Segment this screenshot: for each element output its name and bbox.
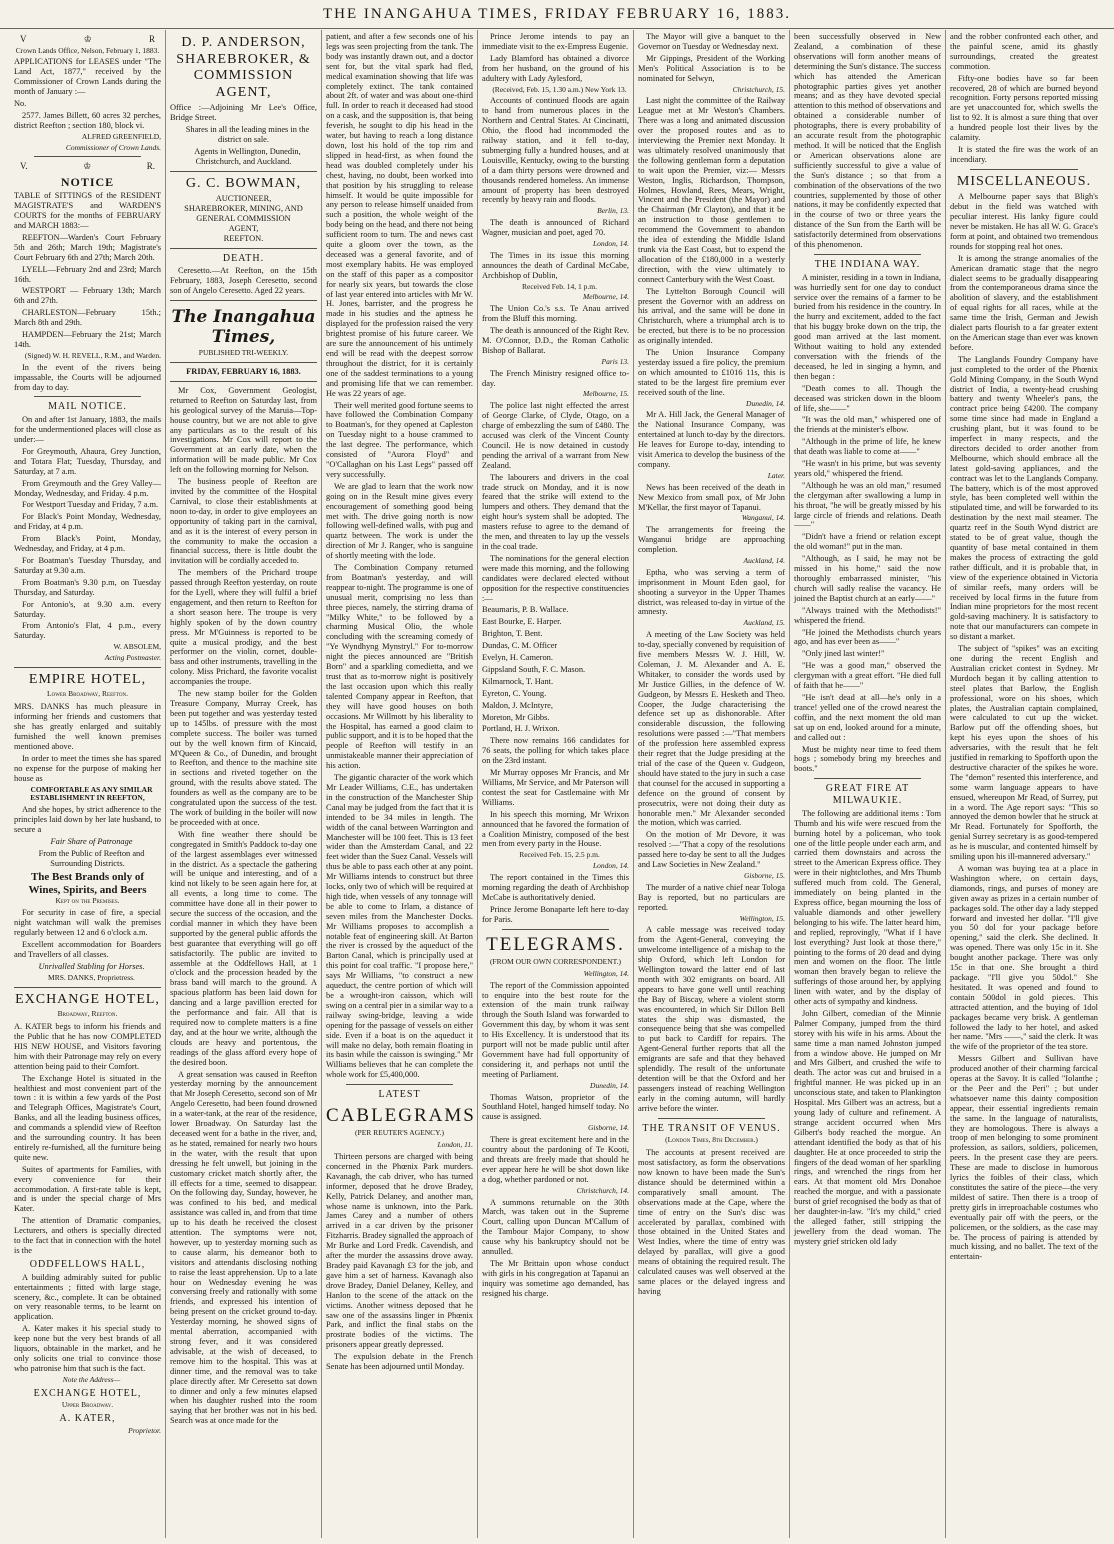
divider bbox=[34, 396, 141, 397]
royal-seal bbox=[20, 34, 155, 45]
candidate-line: Moreton, Mr Gibbs. bbox=[482, 712, 550, 722]
divider bbox=[346, 1084, 453, 1085]
telegram-paragraph: News has been received of the death in New Mexico from small pox, of Mr John M'Kellar, the first mayor of Tapanui. bbox=[638, 482, 785, 512]
anderson-agents: Agents in Wellington, Dunedin, Christchurch, and Auckland. bbox=[194, 146, 301, 166]
received-line: Received Feb. 14, 1 p.m. bbox=[522, 281, 597, 291]
cable-paragraph: The death is announced of Richard Wagner, musician and poet, aged 70. bbox=[482, 218, 629, 238]
brands-text: For security in case of fire, a special night watchman will walk the premises regularly between 12 and 6 o'clock a.m. bbox=[14, 908, 161, 938]
stabling: Unrivalled Stabling for Horses. bbox=[38, 961, 145, 971]
editorial-paragraph: With fine weather there should be congregated in Smith's Paddock to-day one of the largest assemblages ever witnessed in the district. As a spectacle the gathering will be unique and interesting, and of a kind not likely to be seen again here for, at all events, a long time to come. The committee have done all in their power to secure the success of the occasion, and the cordial manner in which they have been supported by the general public affords the best guarantee that everything will go off satisfactorily. The public are invited to assemble at the Oddfellows Hall, at 1 o'clock and the procession headed by the brass band will march to the ground. A spacious platform has been laid down for dancing and a large pavillion erected for the performance and fair. All that is required now to complete matters is a fine day, and at the hour we write, although the clouds are heavy and portentous, the readings of the glass afford every hope of the desired boon. bbox=[170, 829, 317, 1067]
sitting-entry: WESTPORT — February 13th; March 6th and 27th. bbox=[14, 286, 161, 306]
divider bbox=[170, 381, 317, 382]
telegram-paragraph: Last night the committee of the Railway League met at Mr Weston's Chambers. There was a long and animated discussion over the proposed routes and as to interviewing the Premier next Monday. It was ultimately resolved unanimously that the following gentleman form a deputation to wait upon the Premier, viz:— Messrs Weston, Inglis, Richardson, Thompson, Holmes, Howland, Rees, Mears, Wright, Vincent and the President (the Mayor) and the Chairman (Mr Clayton), and that it be an instruction to those gentlemen to recommend the Government to abandon the idea of extending the Middle Island trunk via the East Coast, but to expend the allocation of the £180,000 in a westerly direction, with the view ultimately to connect Canterbury with the West Coast. bbox=[638, 96, 785, 284]
cable-paragraph: The Union Co.'s s.s. Te Anau arrived from the Bluff this morning. bbox=[482, 304, 629, 324]
telegram-paragraph: A meeting of the Law Society was held to-day, specially convened by requisition of five members Messrs W. J. Hill, W. Coleman, J. M. Alexander and A. E. Whitaker, to consider the words used by Mr Justice Gillies, in the defence of W. Gudgeon, by Messrs E. Hesketh and Theo. Cooper, the Judge characterising the defence set up as dishonorable. After considerable discussion, the following resolutions were passed :—"That members of the profession here assembled express their regret that the Judge presiding at the trial of the case of the Queen v. Gudgeon, should have stated to the jury in such a case that counsel for the accused in supporting a defence on the ground of consent by prosecutrix, were not doing their duty as honorable men." Mr Alexander seconded the motion, which was carried. bbox=[638, 630, 785, 828]
story-paragraph: "Death comes to all. Though the deceased was stricken down in the bloom of life, she——" bbox=[794, 383, 941, 413]
telegrams-sub: (FROM OUR OWN CORRESPONDENT.) bbox=[489, 956, 622, 966]
dateline: Berlin, 13. bbox=[597, 206, 629, 216]
editorial-paragraph: The business people of Reefton are invited by the committee of the Hospital Carnival, to close their establishments at noon to-day, in order to give employees an opportunity of taking part in the carnival, and as it is the interest of every person in the community to make the occasion a financial success, there is little doubt the invitation will be cordially acceded to. bbox=[170, 477, 317, 566]
transit-heading: THE TRANSIT OF VENUS. bbox=[642, 1122, 781, 1134]
paper-date: FRIDAY, FEBRUARY 16, 1883. bbox=[186, 367, 301, 376]
hotel-text: From the Public of Reefton and Surrounding Districts. bbox=[38, 848, 145, 868]
cable-paragraph: Accounts of continued floods are again to hand from numerous places in the Northern and Central States. At Cincinatti, Ohio, the flood had incommoded the railway station, and it fell to-day, submerging fully a hundred houses, and at Louisville, Kentucky, owing to the bursting of a dam thirty persons were drowned and thousands rendered homeless. An immense amount of property has been destroyed recently by heavy rain and floods. bbox=[482, 96, 629, 205]
cable-paragraph: Prince Jerome intends to pay an immediate visit to the ex-Empress Eugenie. bbox=[482, 32, 629, 51]
telegrams-heading: TELEGRAMS. bbox=[486, 933, 625, 955]
cable-paragraph: The expulsion debate in the French Senate has been adjourned until Monday. bbox=[326, 1352, 473, 1372]
cable-paragraph: Lady Blamford has obtained a divorce from her husband, on the ground of his adultery with Lady Aylesford, bbox=[482, 53, 629, 83]
dateline: Later. bbox=[767, 470, 785, 480]
misc-paragraph: It is among the strange anomalies of the American dramatic stage that the negro dialect seems to be gradually disappearing from the contemporaneous drama since the abolition of slavery, and the establishment of equal rights for all races, while at the same time the Irish, German and Jewish dialect parts flourish to a far greater extent on the American stage than ever was known before. bbox=[950, 253, 1098, 352]
telegram-paragraph: The murder of a native chief near Tologa Bay is reported, but no particulars are reported. bbox=[638, 882, 785, 912]
signature-title: Commissioner of Crown Lands. bbox=[65, 142, 161, 152]
transit-sub: (London Times, 8th December.) bbox=[665, 1135, 758, 1145]
leases-entry: 2577. James Billett, 60 acres 32 perches, district Reefton ; section 180, block vi. bbox=[14, 110, 161, 130]
fire-paragraph: John Gilbert, comedian of the Minnie Palmer Company, jumped from the third storey with his wife in his arms. About the same time a man named Johnston jumped from a window above. He jumped on Mr and Mrs Gilbert, and crushed the wife to death. The actor was cut and bruised in a frightful manner. He was picked up in an unconscious state, and taken to Plankington Hospital. Mrs Gilbert was an actress, but a young lady of culture and refinement. A strange accident occurred when Mrs Gilbert's body reached the morgue. An attendant identified the body as that of his daughter. He at once proceeded to strip the fingers of the dead woman of her sparkling rings, and wrenched the rings from her ears. At that moment old Mrs Donahoe reached the morgue, and with a passionate burst of grief recognised the body as that of her daughter-in-law. "It's my child," cried the alleged father, still stripping the jewellery from the dead woman. The mystery grief stricken old lady bbox=[794, 1008, 941, 1246]
indiana-heading: THE INDIANA WAY. bbox=[814, 258, 921, 270]
signed-line: (Signed) W. H. REVELL, R.M., and Warden. bbox=[24, 350, 161, 360]
candidate-line: Beaumaris, P. B. Wallace. bbox=[482, 605, 569, 615]
exchange-hotel-heading: EXCHANGE HOTEL, bbox=[15, 991, 160, 1007]
mail-entry: From Black's Point, Monday, Wednesday, and Friday, at 4 p.m. bbox=[14, 534, 161, 554]
telegram-paragraph: The Union Insurance Company yesterday issued a fire policy, the premium on which amounted to £1016 11s, this is stated to be the largest fire premium ever received south of the line. bbox=[638, 348, 785, 397]
fire-paragraph: and the robber confronted each other, and the painful scene, amid its ghastly surroundings, created the greatest commotion. bbox=[950, 32, 1098, 71]
telegram-paragraph: The Lyttelton Borough Council will present the Governor with an address on his arrival, and the same will be done in Christchurch, where a triumphal arch is to be erected, but there is to be no procession as originally intended. bbox=[638, 286, 785, 346]
story-paragraph: "It was the old man," whispered one of the friends at the minister's elbow. bbox=[794, 415, 941, 435]
telegram-paragraph: Mr A. Hill Jack, the General Manager of the National Insurance Company, was entertained at lunch to-day by the directors. He leaves for Europe to-day, intending to visit America to develop the business of the company. bbox=[638, 410, 785, 469]
seal-left: V bbox=[20, 34, 27, 44]
telegram-paragraph: A cable message was received today from the Agent-General, conveying the unwelcome intelligence of a mishap to the ship Oxford, which left London for Wellington toward the latter end of last month with 302 emigrants on board. All appears to have gone well until reaching the Bay of Biscay, where a violent storm was encountered, in which Sir Dillon Bell states the ship was dismasted, the consequence being that she was compelled to put back to Cardiff for repairs. The Agent-General further reports that all the emigrants are safe and that they behaved splendidly. The result of the unfortunate detention will be that the Oxford and her passengers instead of reaching Wellington early in the coming autumn, will hardly arrive before the winter. bbox=[638, 925, 785, 1113]
proprietress: MRS. DANKS, Proprietress. bbox=[48, 972, 135, 982]
cable-paragraph: Mr Murray opposes Mr Francis, and Mr Williams, Mr Service, and Mr Paterson will contest the seat for Castlemaine with Mr Williams. bbox=[482, 768, 629, 807]
cable-paragraph: The labourers and drivers in the coal trade struck on Monday, and it is now feared that the strike will extend to the lumpers and others. They demand that the eight hour's system shall be adopted. The masters refuse to agree to the demand of the men, and threaten to lay up the vessels in the coal trade. bbox=[482, 472, 629, 551]
fire-paragraph: The following are additional items : Tom Thumb and his wife were rescued from the burning hotel by a policeman, who took one of the little people under each arm, and carried them downstairs and across the street to the American Express office. They were in their nightclothes, and Mrs Thumb suffered much from cold. The General, immediately on being planted in the Express office, began mourning the loss of valuable diamonds and other jewellery belonging to his wife. The latter heard him, and replied, reprovingly, "What if I have lost everything? Just look at those there," pointing to the forms of 20 dead and dying men and women on the floor. The little woman then bravely began to relieve the sufferings of those around her, by applying linen with water, and by the display of other acts of sympathy and kindness. bbox=[794, 808, 941, 1007]
received-line: Received Feb. 15, 2.5 p.m. bbox=[519, 850, 600, 860]
postmaster-title: Acting Postmaster. bbox=[104, 653, 161, 663]
dateline: Wanganui, 14. bbox=[741, 513, 785, 523]
cable-paragraph: The Times in its issue this morning announces the death of Cardinal McCabe, Archbishop of Dublin, bbox=[482, 250, 629, 280]
divider bbox=[14, 667, 161, 668]
article-paragraph: We are glad to learn that the work now going on in the Result mine gives every encouragement of something good being met with. The drive going north is now following well-defined walls, with pug and quartz between. The work is under the direction of Mr J. Ranger, who is sanguine of shortly meeting with the lode. bbox=[326, 481, 473, 561]
mail-entry: For Boatman's Tuesday Thursday, and Saturday at 9.30 a.m. bbox=[14, 555, 161, 575]
anderson-office: Office :—Adjoining Mr Lee's Office, Bridge Street. bbox=[170, 103, 317, 122]
dateline: Paris 13. bbox=[601, 356, 629, 366]
paper-subtitle: PUBLISHED TRI-WEEKLY. bbox=[198, 348, 289, 358]
oddfellows-hall: ODDFELLOWS HALL, bbox=[29, 1258, 146, 1270]
dateline: Dunedin, 14. bbox=[590, 1080, 629, 1090]
column-4 bbox=[478, 30, 634, 1538]
story-paragraph: "He isn't dead at all—he's only in a trance! yelled one of the crowd nearest the coffin, and the next moment the old man sat up on end, looked around for a minute, and called out : bbox=[794, 692, 941, 742]
empire-hotel-heading: EMPIRE HOTEL, bbox=[28, 671, 147, 687]
divider bbox=[14, 987, 161, 988]
cable-paragraph: The French Ministry resigned office to-day. bbox=[482, 368, 629, 388]
story-paragraph: "He wasn't in his prime, but was seventy years old," whispered the friend. bbox=[794, 459, 941, 478]
mail-entry: From Boatman's 9.30 p.m, on Tuesday Thursday, and Saturday. bbox=[14, 577, 161, 597]
exchange-text: A building admirably suited for public entertainments ; fitted with large stage, scenery, &c., complete. It can be obtained on very reasonable terms, to be learnt on application. bbox=[14, 1272, 161, 1322]
royal-seal bbox=[20, 161, 155, 172]
telegram-paragraph: A summons returnable on the 30th March, was taken out in the Supreme Court, calling upon Duncan M'Callum of the Tambour Major Company, to show cause why his bankruptcy should not be annulled. bbox=[482, 1197, 629, 1257]
misc-paragraph: Messrs Gilbert and Sullivan have produced another of their charming farcical operas at the Savoy. It is called "Iolanthe ; or the Peer and the Peri" ; but under whatsoever name this dainty composition appear, their essential ingredients remain the same. In the language of naturalists, they are homologous. There is always a troop of men belonging to some prominent profession, as sailors, soldiers, policemen, peers. In the present case they are peers. These are made to disclose in humorous lyrics the foibles of their class, which constitutes the satire of the piece—the very mildest of satire. Then there is a troop of pretty girls in irreproachable costumes who eventually pair off with the peers, or the policemen, or the soldiers, as the case may be. The process of pairing is attended by much kissing, and no ballet. The text of the entertain- bbox=[950, 1054, 1098, 1262]
sitting-entry: LYELL—February 2nd and 23rd; March 16th. bbox=[14, 264, 161, 284]
dateline: Wellington, 14. bbox=[583, 968, 629, 978]
brands-text: Excellent accommodation for Boarders and Travellers of all classes. bbox=[14, 940, 161, 960]
dateline: Melbourne, 14. bbox=[582, 292, 629, 302]
divider bbox=[170, 248, 317, 249]
story-paragraph: "Although, as I said, he may not be missed in his home," said the now thoroughly embarrassed minister, "his church will sadly realise the vacancy. He joined the Baptist church at an early——" bbox=[794, 554, 941, 603]
fire-heading: GREAT FIRE AT MILWAUKIE. bbox=[825, 783, 910, 807]
cable-paragraph: The death is announced of the Right Rev. M. O'Connor, D.D., the Roman Catholic Bishop of Ballarat. bbox=[482, 326, 629, 355]
dateline: Dunedin, 14. bbox=[746, 398, 785, 408]
cable-paragraph: In his speech this morning, Mr Wrixon announced that he favored the formation of a Coalition Ministry, composed of the best men from every party in the House. bbox=[482, 809, 629, 849]
exchange-footer-address: Upper Broadway. bbox=[61, 1400, 114, 1410]
dateline: London, 14. bbox=[592, 861, 629, 871]
exchange-hotel-address: Broadway, Reefton. bbox=[57, 1009, 118, 1019]
candidate-line: East Bourke, E. Harper. bbox=[482, 617, 562, 627]
cable-paragraph: The report contained in the Times this morning regarding the death of Archbishop McCabe is authoritatively denied. bbox=[482, 873, 629, 902]
transit-paragraph: been successfully observed in New Zealand, a combination of these observations will form another means of determining the Sun's distance. The success which has attended the American photographic parties gives yet another means; and as they have devoted special attention to this method of observations and obtained a considerable number of photographs, there is every probability of an accurate result from the photographic method. It will be noticed that the English or American observations alone are sufficiently successful to give a value of the Sun's distance ; so that from a combination of the observations of the two countries, supplemented by those of other nations, it may be confidently expected that in the course of two or three years the distance of the Sun from the Earth will be satisfactorily determined from observations of this phenomenon. bbox=[794, 32, 942, 250]
bowman-line: REEFTON. bbox=[223, 233, 264, 243]
candidate-line: Evelyn, H. Cameron. bbox=[482, 653, 553, 663]
dateline: Christchurch, 14. bbox=[576, 1185, 629, 1195]
candidate-line: Brighton, T. Bent. bbox=[482, 629, 543, 639]
editorial-paragraph: The new stamp boiler for the Golden Treasure Company, Murray Creek, has been put together and was yesterday tested up to 145lbs. of pressure with the most complete success. The boiler was turned out by the well known firm of Kincaid, M'Queen & Co., of Dunedin, and brought to Reefton, and thence to the machine site in sections and riveted together on the ground, with the results above stated. The founders as well as the company are to be congratulated upon the success of the test. The work of building in the boiler will now be proceeded with at once. bbox=[170, 689, 317, 827]
crown-icon: ♔ bbox=[83, 161, 92, 172]
dateline: London, 11. bbox=[437, 1140, 473, 1150]
anderson-heading: D. P. ANDERSON, SHAREBROKER, & COMMISSION AGENT, bbox=[176, 35, 311, 100]
miscellaneous-heading: MISCELLANEOUS. bbox=[956, 173, 1092, 189]
candidate-line: Portland, H. J. Wrixon. bbox=[482, 724, 560, 734]
transit-paragraph: The accounts at present received are most satisfactory, as form the observations now known to have been made the Sun's distance should be determined within a comparatively small amount. The observations made at the Cape, where the time of entry on the Sun's disc was accelerated by parallax, combined with those obtained in the United States and West Indies, where the time of entry was delayed by parallax, will give a good means of obtaining the required result. The calculated causes was well observed at the same places or the delayed ingress and having bbox=[638, 1148, 785, 1296]
seal-right: R bbox=[148, 34, 155, 44]
divider bbox=[170, 362, 317, 363]
mail-entry: For Greymouth, Ahaura, Grey Junction, and Totara Flat; Tuesday, Thursday, and Saturday, at 7 a.m. bbox=[14, 446, 161, 476]
fire-paragraph: It is stated the fire was the work of an incendiary. bbox=[950, 144, 1098, 164]
article-paragraph: patient, and after a few seconds one of his legs was seen projecting from the tank. The body was instantly drawn out, and a doctor sent for, but the vital spark had fled, medical examination showing that life was completely extinct. The tank contained about 2ft. of water and was about one-third full. In order to reach it deceased had stood on a cask, and the supposition is, that being feverish, he sought to dip his head in the water, but having to reach a long distance down, lost his hold of the top rim and slipped in head-first, as when found the head was doubled completely under his chest, having, no doubt, been worked into that position by his struggling to release himself. It would be quite impossible for any person to release himself unaided from such a position, the whole weight of the body being on the head, and there not being sufficient room to turn. The and news cast quite a gloom over the town, as the deceased was a general favorite, and of most exemplary habits. He was employed on the staff of this paper as a compositor for nearly six years, but towards the close of last year entered into articles with Mr W. H. Jones, barrister, and the progress he made in his studies and the aptness he displayed for the profession raised the very brightest promise of his future career. We are sure the announcement of his untimely end will be read with the deepest sorrow throughout the district, for it is certainly one of the saddest terminations to a young and promising life that we can remember. He was 22 years of age. bbox=[326, 32, 473, 398]
bowman-line: SHAREBROKER, MINING, AND bbox=[184, 203, 303, 213]
reuter-sub: (PER REUTER'S AGENCY.) bbox=[355, 1128, 444, 1138]
dateline: Gisborne, 15. bbox=[743, 870, 785, 880]
anderson-shares: Shares in all the leading mines in the district on sale. bbox=[185, 124, 310, 144]
mail-entry: For Westport Tuesday and Friday, 7 a.m. bbox=[22, 500, 159, 510]
column-2 bbox=[166, 30, 322, 1538]
candidate-line: Gippsland South, F. C. Mason. bbox=[482, 664, 586, 674]
divider bbox=[170, 300, 317, 301]
brands-heading: The Best Brands only of Wines, Spirits, and Beers bbox=[28, 870, 147, 896]
misc-paragraph: A woman was buying tea at a place in Washington where, on certain days, diamonds, rings, and purses of money are given away as prizes in a certain number of packages sold. The other day a lady stepped forward and invested her dollar. "I'll give you 50 dol for your package before opening," said the clerk. She declined. It was opened. There was only 15c in it. She bought another package. There was only 15c in that one. She brought a third package. "I'll give you 50dol." She hesitated. It was opened and found to contain 500dol in gold pieces. This attracted attention, and the buying of 1dol packages became very brisk. A gentleman followed the lady to her hotel, and asked her name. "Mrs ——," said the clerk. It was the wife of the proprietor of the tea store. bbox=[950, 864, 1098, 1052]
leases-number-label: No. bbox=[14, 99, 27, 109]
cable-paragraph: There now remains 166 candidates for 76 seats, the polling for which takes place on the 23rd instant. bbox=[482, 736, 629, 766]
story-paragraph: "Although he was an old man," resumed the clergyman after swallowing a lump in his throat, "he will be greatly missed by his large circle of friends and relations. Death——" bbox=[794, 480, 941, 530]
hotel-italic: Fair Share of Patronage bbox=[50, 836, 133, 846]
dateline: Auckland, 15. bbox=[743, 618, 785, 628]
notice-heading: NOTICE bbox=[60, 175, 115, 190]
column-container bbox=[10, 30, 1106, 1538]
empire-hotel-address: Lower Broadway, Reefton. bbox=[47, 689, 128, 699]
fire-paragraph: Fifty-one bodies have so far been recovered, 28 of which are burned beyond recognition. Forty persons reported missing are yet unaccounted for, which swells the list to 92. It is almost a sure thing that over a hundred people lost their lives by the calamity. bbox=[950, 73, 1098, 143]
article-paragraph: The Combination Company returned from Boatman's yesterday, and will reappear to-night. The programme is one of unusual merit, comprising no less than three pieces, namely, the stirring drama of "Milky White," to be followed by a charming Musical Olio, the whole concluding with the screaming comedy of "Ye Wyndhyng Mynstryl." For to-morrow night the pieces announced are "British Born" and a sparkling comedietta, and we trust that as to-morrow night is positively the last occasion upon which this really talented Company appear in Reefton, that they will have good houses on both occasions. Mr Willmott by his liberality to the Hospital, has earned a good claim to public support, and it is to be hoped that the people of Reefton will testify in an unmistakeable manner their appreciation of his action. bbox=[326, 563, 474, 771]
divider bbox=[34, 156, 141, 157]
story-paragraph: "Always trained with the Methodists!" whispered the friend. bbox=[794, 605, 941, 625]
story-paragraph: Must be mighty near time to feed them hogs ; somebody bring my breeches and boots." bbox=[794, 744, 941, 774]
telegram-paragraph: The Mr Brittain upon whose conduct with girls in his congregation at Tapanui an inquiry was sometime ago demanded, has resigned his charge. bbox=[482, 1258, 629, 1298]
telegram-paragraph: The Mayor will give a banquet to the Governor on Tuesday or Wednesday next. bbox=[638, 32, 785, 51]
telegram-paragraph: Thomas Watson, proprietor of the Southland Hotel, hanged himself today. No cause is assigned. bbox=[482, 1092, 629, 1122]
sitting-entry: CHARLESTON—February 15th.; March 8th and 29th. bbox=[14, 308, 161, 328]
story-paragraph: A minister, residing in a town in Indiana, was hurriedly sent for one day to conduct service over the remains of a farmer to be buried from his residence in the country. In the hurry and excitement, added to the fact that his buggy broke down on the trip, the good man arrived at the last moment. Without waiting to hold any extended conversation with the friends of the deceased, he led in singing a hymn, and then began : bbox=[794, 272, 941, 381]
divider bbox=[658, 1118, 765, 1119]
column-5 bbox=[634, 30, 790, 1538]
column-1 bbox=[10, 30, 166, 1538]
dateline: Christchurch, 15. bbox=[732, 84, 785, 94]
leases-notice: APPLICATIONS for LEASES under "The Land Act, 1877," received by the Commissioner of Crown Lands during the month of January :— bbox=[14, 57, 161, 97]
telegram-paragraph: On the motion of Mr Devore, it was resolved :—"That a copy of the resolutions passed here to-day be sent to all the Judges and Law Societies in New Zealand." bbox=[638, 830, 785, 870]
dateline: Melbourne, 15. bbox=[582, 389, 629, 399]
cable-paragraph: The police last night effected the arrest of George Clarke, of Clyde, Otago, on a charge of embezzling the sum of £480. The accused was clerk of the Vincent County Council. He is now detained in custody pending the arrival of a warrant from New Zealand. bbox=[482, 401, 629, 470]
column-3 bbox=[322, 30, 478, 1538]
seal-left: V. bbox=[20, 161, 28, 172]
exchange-text: A. Kater makes it his special study to keep none but the very best brands of all liquors, obtainable in the market, and he only solicits one trial to convince those who patronise him that such is the fact. bbox=[14, 1324, 161, 1373]
exchange-footer: EXCHANGE HOTEL, bbox=[33, 1387, 142, 1399]
bowman-line: AUCTIONEER, bbox=[215, 194, 272, 204]
editorial-paragraph: The members of the Prichard troupe passed through Reefton yesterday, on route for the Lyell, where they will fulfil a brief engagement, and then return to Reefton for a short season here. The troupe is very highly spoken of by the down country press. Mr M'Guinness is reported to be quite a musical prodigy, and the best performer on the violin, cornet, double-bass and other instruments, travelling in the colony. Miss Prichard, the favorite vocalist accompanies the troupe. bbox=[170, 568, 317, 687]
exchange-text: The attention of Dramatic companies, Lecturers, and others is specially directed to the fact that in connection with the hotel is the bbox=[14, 1216, 161, 1256]
dateline: Gisborne, 14. bbox=[587, 1123, 629, 1133]
telegram-paragraph: The report of the Commission appointed to enquire into the best route for the extension of the main trunk railway through the South Island was forwarded to Government this day, by whom it was sent to His Excellency. It is understood that its purport will not be made public until after Government have had full opportunity of considering it, and perhaps not until the meeting of Parliament. bbox=[482, 980, 629, 1079]
candidate-line: Eyreton, C. Young. bbox=[482, 688, 547, 698]
mail-entry: For Antonio's, at 9.30 a.m. every Saturday. bbox=[14, 599, 161, 619]
cable-paragraph: Thirteen persons are charged with being concerned in the Phœnix Park murders. Kavanagh, the cab driver, who has turned informer, deposed that he drove Bradey, Kelly, Patrick Delaney, and another man, whose name is unknown, into the Park. James Carey and a number of others arrived in a car driven by the prisoner Fitzharris. Bradey signalled the approach of Mr Burke and Lord Fredk. Cavendish, and after the murder the assassins drove away. Bradey paid Kavanagh £3 for the job, and gave him a set of harness. Kavanagh also drove Bradey, Daniel Delaney, Kelley, and Hanlon to the scene of the attack on the victims. Another witness deposed that he saw one of the assassins linger in Phœnix Park, and inflict the final stabs on the prostrate bodies of the victims. The prisoners appear greatly depressed. bbox=[326, 1152, 473, 1350]
divider bbox=[814, 778, 921, 779]
cable-paragraph: Prince Jerome Bonaparte left here to-day for Paris. bbox=[482, 904, 629, 924]
bowman-line: AGENT, bbox=[228, 223, 259, 233]
hotel-intro: MRS. DANKS has much pleasure in informing her friends and customers that she has greatly enlarged and suitably furnished the well known premises mentioned above. bbox=[14, 702, 161, 751]
dateline: Auckland, 14. bbox=[743, 555, 785, 565]
sittings-notice: TABLE of SITTINGS of the RESIDENT MAGISTRATE'S and WARDEN'S COURTS for the months of FEBRUARY and MARCH 1883:— bbox=[14, 191, 161, 230]
sitting-entry: HAMPDEN—February the 21st; March 14th. bbox=[14, 330, 161, 349]
mail-entry: For Black's Point Monday, Wednesday, and Friday, at 4 p.m. bbox=[14, 512, 161, 532]
rivers-notice: In the event of the rivers being impassable, the Courts will be adjourned from day to day. bbox=[14, 362, 161, 392]
exchange-text: A. KATER begs to inform his friends and the Public that he has now COMPLETED HIS NEW HOUSE, and Visitors favoring him with their Patronage may rely on every attention being paid to their Comfort. bbox=[14, 1022, 161, 1071]
candidate-line: Dundas, C. M. Officer bbox=[482, 641, 558, 651]
sitting-entry: REEFTON—Warden's Court February 5th and 26th; March 19th; Magistrate's Court February 6th and 27th; March 20th. bbox=[14, 232, 161, 262]
telegram-paragraph: There is great excitement here and in the country about the pardoning of Te Kooti, and threats are freely made that should he ever appear here he will be shot down like a dog, whether pardoned or not. bbox=[482, 1135, 629, 1184]
story-paragraph: "Only jined last winter!" bbox=[802, 649, 885, 659]
misc-paragraph: A Melbourne paper says that Bligh's debut in the field was watched with peculiar interest. His lanky figure could never be mistaken. He has all W. G. Grace's form at point, and obtained two tremendous rounds for stopping real hot ones. bbox=[950, 192, 1098, 251]
article-paragraph: The gigantic character of the work which Mr Leader Williams, C.E., has undertaken in the construction of the Manchester Ship Canal may be judged from the fact that it is intended to be 34 miles in length. The width of the canal between Warrington and Manchester will be 100 feet. This is 13 feet wider than the Amsterdam Canal, and 22 feet wider than the Suez Canal. Vessels will thus be able to pass each other at any point. Mr Williams intends to construct but three locks, only two of which will be required at high tide, when vessels of any tonnage will be able to come to Irlam, a distance of seven miles from the Manchester Docks. Mr Williams proposes to accomplish a notable feat of engineering skill. At Barton the river is crossed by the aqueduct of the Barton Canal, which is principally used at this point for coal traffic. "I propose here," says Mr Williams, "to construct a new aqueduct, the centre portion of which will be a wrought-iron caisson, which will swing on a central pier in a similar way to a railway swing-bridge, leaving a wide opening for the passage of vessels on either side. Even if a boat is on the aqueduct it will make no delay, both remain floating in its basin while the caisson is swinging." Mr Williams believes that he can complete the whole work for £5,400,000. bbox=[326, 773, 473, 1080]
divider bbox=[970, 169, 1078, 170]
hotel-text: And she hopes, by strict adherence to the principles laid down by her late husband, to secure a bbox=[14, 805, 161, 835]
death-notice: Ceresetto.—At Reefton, on the 15th February, 1883, Joseph Ceresetto, second son of Angelo Ceresetto. Aged 22 years. bbox=[170, 266, 317, 296]
cablegrams-heading: CABLEGRAMS bbox=[326, 1104, 476, 1126]
story-paragraph: "He was a good man," observed the clergyman with a great effort. "He died full of faith that he——" bbox=[794, 661, 941, 691]
seal-right: R. bbox=[146, 161, 155, 172]
cable-paragraph: The nominations for the general election were made this morning, and the following candidates were declared elected without opposition for the respective constituencies :— bbox=[482, 553, 629, 603]
exchange-text: The Exchange Hotel is situated in the healthiest and most convenient part of the town : it is within a few yards of the Post and Telegraph Offices, Magistrate's Court, Banks, and all the leading business offices, and commands a splendid view of Reefton and the surrounding country. It has been entirely re-furnished, all the furniture being quite new. bbox=[14, 1073, 161, 1162]
signature: ALFRED GREENFIELD, bbox=[81, 131, 161, 141]
telegram-paragraph: Eptha, who was serving a term of imprisonment in Mount Eden gaol, for shooting a surveyor in the Upper Thames district, was released to-day in virtue of the amnesty. bbox=[638, 567, 785, 617]
postmaster-name: W. ABSOLEM, bbox=[113, 642, 161, 652]
divider bbox=[170, 171, 317, 172]
candidate-line: Kilmarnock, T. Hant. bbox=[482, 676, 554, 686]
hotel-text: In order to meet the times she has spared no expense for the purpose of making her house as bbox=[14, 753, 161, 783]
editorial-paragraph: Mr Cox, Government Geologist, returned to Reefton on Saturday last, from his geological survey of the Maruia—Top-house country, but we are not able to give any particulars as to the result of his investigations. Mr Cox will report to the Government at an early date, when the information will be made public. Mr Cox left on the following morning for Nelson. bbox=[170, 385, 317, 475]
death-heading: DEATH. bbox=[222, 252, 265, 264]
story-paragraph: "Didn't have a friend or relation except the old woman!" put in the man. bbox=[794, 532, 941, 552]
exchange-text: Suites of apartments for Families, with every convenience for their accommodation. A first-rate table is kept, and is under the special charge of Mrs Kater. bbox=[14, 1164, 161, 1214]
bowman-heading: G. C. BOWMAN, bbox=[185, 175, 302, 191]
editorial-paragraph: A great sensation was caused in Reefton yesterday morning by the announcement that Mr Joseph Ceresetto, second son of Mr Angelo Ceresetto, had been found drowned in a water-tank, at the rear of the residence, lower Broadway. On Saturday last the deceased went for a bathe in the river, and, as he stated, remained for nearly two hours in the water, with the result that upon dressing he felt unwell, but joining in the customary cricket match shortly after, the ill effects for a time, seemed to disappear. On the following day, Sunday, however, he was confined to his bed, and medical assistance was called in, and from that time up to his death he received the closest attention. The symptoms were not, however, up to yesterday morning such as to cause alarm, his demeanor both to visitors and attendants disclosing nothing to raise the least apprehension. Up to a late hour on Wednesday evening he was conversing freely and rationally with some friends, and expressed his intention of being present on the cricket ground to-day. Yesterday morning, he showed signs of mental aberration, accompanied with strong fever, and it was considered advisable, at the wish of deceased, to remove him to the hospital. This was at dinner time, and the removal was to take place directly after. Mr Ceresetto sat down to dinner and only a few minutes elapsed when his daughter rushed into the room saying that her brother was not in his bed. Search was at once made for the bbox=[170, 1069, 317, 1426]
brands-sub: Kept on the Premises. bbox=[55, 895, 120, 905]
mail-entry: From Antonio's Flat, 4 p.m., every Saturday. bbox=[14, 621, 161, 641]
mail-entry: From Greymouth and the Grey Valley—Monday, Wednesday, and Friday. 4 p.m. bbox=[14, 478, 161, 498]
telegram-paragraph: The arrangements for freeing the Wanganui bridge are approaching completion. bbox=[638, 525, 785, 555]
article-paragraph: Their well merited good fortune seems to have followed the Combination Company to Boatman's, for they opened at Capleston on Tuesday night to a house crammed to the last degree. The performance, which consisted of "Aurora Floyd" and "O'Callaghan on his Last Legs" passed off very successfully. bbox=[326, 400, 473, 479]
address-note: Note the Address— bbox=[62, 1374, 121, 1384]
telegram-paragraph: Mr Gippings, President of the Working Men's Political Association is to be nominated for Selwyn, bbox=[638, 53, 785, 83]
misc-paragraph: The subject of "spikes" was an exciting one during the recent English and Australian cricket contest in Sydney. Mr Murdoch began it by calling attention to steel plates that Barlow, the English professional, wore on his shoes, which plates, the Australian captain complained, were calculated to cut up the wicket. Barlow put off the offending shoes, but kept his eyes upon the shoes of his adversaries, with the result that he felt justified in remarking to Spofforth upon the destructive character of the spikes he wore. The "demon" resented this interference, and some warm language appears to have ensued, whereupon Mr Read, of Surrey, put in a word. The Age report says: "This so annoyed the demon bowler that he struck at Mr Read. Fortunately for Spofforth, the genial Surrey secretary is as good-tempered as he is muscular, and contented himself by smiling upon his ill-mannered adversary." bbox=[950, 644, 1098, 862]
mail-notice-heading: MAIL NOTICE. bbox=[48, 401, 127, 413]
column-6 bbox=[790, 30, 946, 1538]
bowman-line: GENERAL COMMISSION bbox=[196, 213, 291, 223]
running-header: THE INANGAHUA TIMES, FRIDAY FEBRUARY 16, 1883. bbox=[0, 6, 1114, 29]
proprietor-title: Proprietor. bbox=[128, 1426, 161, 1436]
story-paragraph: "Although in the prime of life, he knew that death was liable to come at——" bbox=[794, 437, 941, 457]
land-office: Crown Lands Office, Nelson, February 1, 1883. bbox=[15, 45, 160, 55]
latest-heading: LATEST bbox=[378, 1089, 421, 1101]
paper-title: The Inangahua Times, bbox=[171, 307, 316, 348]
column-7 bbox=[946, 30, 1102, 1538]
crown-icon: ♔ bbox=[83, 34, 92, 44]
received-line: (Received, Feb. 15, 1.30 a.m.) New York 13. bbox=[492, 84, 627, 94]
dateline: Wellington, 15. bbox=[739, 913, 785, 923]
divider bbox=[502, 929, 609, 930]
candidate-line: Maldon, J. McIntyre, bbox=[482, 700, 553, 710]
proprietor-name: A. KATER, bbox=[59, 1413, 116, 1425]
misc-paragraph: The Langlands Foundry Company have just completed to the order of the Phœnix Gold Mining Company, in the South Wynd district of India, a twenty-head crushing battery and twenty Wheeler's pans, the contract price being £4200. The company some time since had made in England a crushing plant, but it was found to be imperfect in many respects, and the directors decided to order another from Melbourne, which should embrace all the latest gold-saving appliances, and the contract was let to the Langlands Company. The battery, which is of the most approved style, has been completed well within the stipulated time, and will be forwarded to its destination by the next mail steamer. The quartz reef in the South Wynd district are stated to be of great value, though the quantity of base metal contained in them makes the process of extracting the gold rather difficult, and it is probable that, in view of the experience obtained in Victoria of similar reefs, many orders will be received by local firms in the future from Indian mine proprietors for the most recent gold-saving machinery. It is satisfactory to note that our manufacturers can compete in so distant a market. bbox=[950, 354, 1098, 642]
divider bbox=[814, 254, 921, 255]
story-paragraph: "He joined the Methodists church years ago, and has ever been as——" bbox=[794, 627, 941, 647]
dateline: London, 14. bbox=[592, 239, 629, 248]
mail-entry: On and after 1st January, 1883, the mails for the undermentioned places will close as under:— bbox=[14, 415, 161, 445]
hotel-caps: COMFORTABLE AS ANY SIMILAR ESTABLISHMENT IN REEFTON, bbox=[30, 784, 153, 803]
